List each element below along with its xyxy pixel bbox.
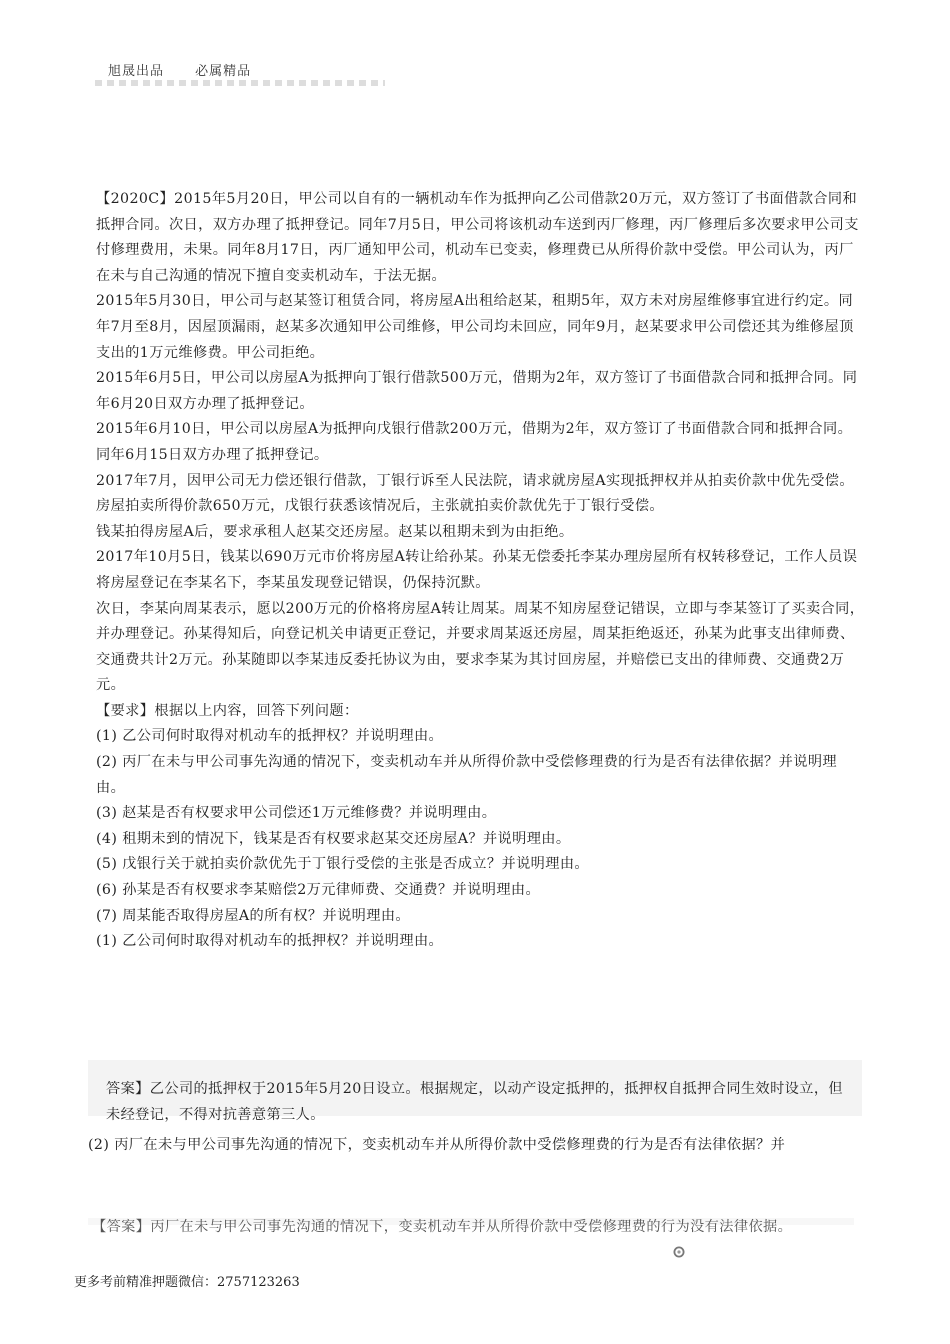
answer-text: 答案】乙公司的抵押权于2015年5月20日设立。根据规定，以动产设定抵押的，抵押权自抵押合同生效时设立，但未经登记，不得对抗善意第三人。	[106, 1081, 844, 1123]
question-2	[88, 1133, 854, 1157]
header-slogan: 必属精品	[195, 64, 252, 79]
answer-box	[88, 1060, 862, 1123]
requirement-heading: 【要求】根据以上内容，回答下列问题：	[96, 702, 359, 719]
paragraph: 2015年6月5日，甲公司以房屋A为抵押向丁银行借款500万元，借期为2年，双方签订了书面借款合同和抵押合同。同年6月20日双方办理了抵押登记。	[96, 370, 858, 412]
question-item: (7) 周某能否取得房屋A的所有权？并说明理由。	[96, 907, 411, 924]
question-item: (6) 孙某是否有权要求李某赔偿2万元律师费、交通费？并说明理由。	[96, 882, 541, 899]
paragraph: 钱某拍得房屋A后，要求承租人赵某交还房屋。赵某以租期未到为由拒绝。	[96, 523, 574, 540]
paragraph: 2015年6月10日，甲公司以房屋A为抵押向戊银行借款200万元，借期为2年，双方签订了书面借款合同和抵押合同。同年6月15日双方办理了抵押登记。	[96, 421, 853, 463]
paragraph: 2017年7月，因甲公司无力偿还银行借款，丁银行诉至人民法院，请求就房屋A实现抵押权并从拍卖价款中优先受偿。房屋拍卖所得价款650万元，戊银行获悉该情况后，主张就拍卖价款优先于丁银行受偿。	[96, 472, 854, 515]
paragraph: 次日，李某向周某表示，愿以200万元的价格将房屋A转让周某。周某不知房屋登记错误，立即与李某签订了买卖合同，并办理登记。孙某得知后，向登记机关申请更正登记，并要求周某返还房屋，周某拒绝返还，孙某为此事支出律师费、交通费共计2万元。孙某随即以李某违反委托协议为由，要求李某为其讨回房屋，并赔偿已支出的律师费、交通费2万元。	[96, 600, 865, 694]
question-item: (2) 丙厂在未与甲公司事先沟通的情况下，变卖机动车并从所得价款中受偿修理费的行为是否有法律依据？并说明理由。	[96, 754, 837, 796]
paragraph: 2017年10月5日，钱某以690万元市价将房屋A转让给孙某。孙某无偿委托李某办理房屋所有权转移登记，工作人员误将房屋登记在李某名下，李某虽发现登记错误，仍保持沉默。	[96, 549, 858, 591]
question-item: (3) 赵某是否有权要求甲公司偿还1万元维修费？并说明理由。	[96, 805, 497, 822]
answer-2-text: 【答案】丙厂在未与甲公司事先沟通的情况下，变卖机动车并从所得价款中受偿修理费的行为没有法律依据。	[92, 1219, 793, 1235]
question-2-text: (2) 丙厂在未与甲公司事先沟通的情况下，变卖机动车并从所得价款中受偿修理费的行为是否有法律依据？并	[88, 1137, 786, 1153]
question-item: (1) 乙公司何时取得对机动车的抵押权？并说明理由。	[96, 728, 444, 745]
answer-box-2	[88, 1218, 854, 1235]
header-brand: 旭晟出品	[108, 64, 165, 79]
question-item: (5) 戊银行关于就拍卖价款优先于丁银行受偿的主张是否成立？并说明理由。	[96, 856, 590, 873]
page-header	[108, 60, 277, 79]
ring-icon	[673, 1246, 685, 1258]
header-smudge	[95, 80, 385, 86]
paragraph: 【2020C】2015年5月20日，甲公司以自有的一辆机动车作为抵押向乙公司借款20万元，双方签订了书面借款合同和抵押合同。次日，双方办理了抵押登记。同年7月5日，甲公司将该机动车送到丙厂修理，丙厂修理后多次要求甲公司支付修理费用，未果。同年8月17日，丙厂通知甲公司，机动车已变卖，修理费已从所得价款中受偿。甲公司认为，丙厂在未与自己沟通的情况下擅自变卖机动车，于法无据。	[96, 191, 859, 284]
footer-contact: 更多考前精准押题微信：2757123263	[74, 1275, 300, 1290]
paragraph: 2015年5月30日，甲公司与赵某签订租赁合同，将房屋A出租给赵某，租期5年，双方未对房屋维修事宜进行约定。同年7月至8月，因屋顶漏雨，赵某多次通知甲公司维修，甲公司均未回应，同年9月，赵某要求甲公司偿还其为维修屋顶支出的1万元维修费。甲公司拒绝。	[96, 293, 854, 361]
question-item: (1) 乙公司何时取得对机动车的抵押权？并说明理由。	[96, 933, 444, 950]
question-item: (4) 租期未到的情况下，钱某是否有权要求赵某交还房屋A？并说明理由。	[96, 830, 571, 847]
case-content	[96, 187, 866, 955]
